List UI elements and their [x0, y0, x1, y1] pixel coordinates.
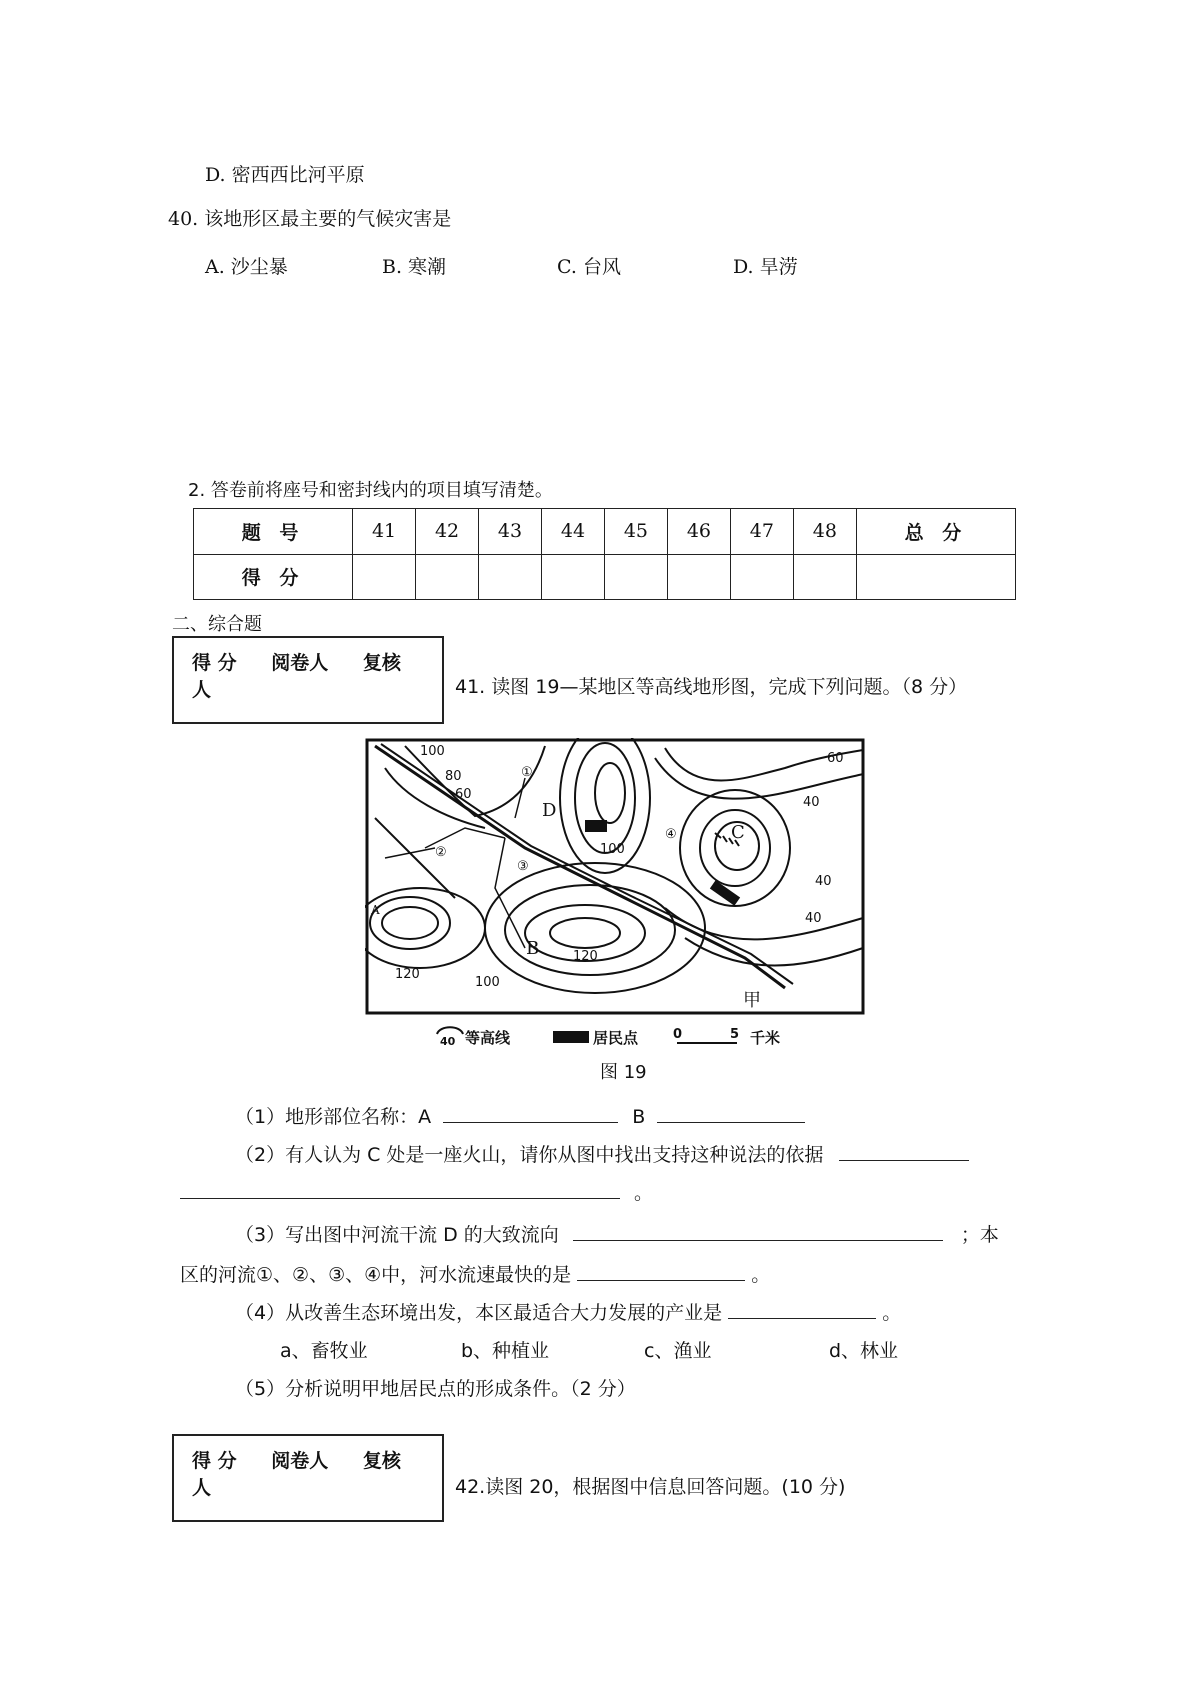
table-col-45: 45	[604, 509, 667, 555]
map-label-d: D	[542, 800, 557, 821]
answer-blank-b[interactable]	[657, 1102, 805, 1123]
map-label-jia: 甲	[743, 990, 761, 1011]
contour-label: 120	[573, 949, 598, 964]
contour-label: 40	[805, 911, 822, 926]
legend-scale-end: 5	[730, 1027, 740, 1042]
answer-blank-volcano-1[interactable]	[839, 1140, 969, 1161]
settlement-mark	[585, 820, 607, 832]
option-c[interactable]: c、渔业	[644, 1340, 712, 1362]
q41-sub2	[235, 1140, 969, 1167]
table-col-47: 47	[730, 509, 793, 555]
q41-sub4-text: （4）从改善生态环境出发，本区最适合大力发展的产业是	[235, 1302, 723, 1324]
scorer-label-checker: 复核人	[192, 652, 401, 701]
contour-label: 60	[455, 787, 472, 802]
answer-blank-industry[interactable]	[728, 1298, 876, 1319]
table-col-41: 41	[353, 509, 416, 555]
score-cell-46[interactable]	[667, 554, 730, 600]
legend-settlement-symbol	[553, 1031, 589, 1043]
q41-sub2-end: 。	[634, 1182, 654, 1204]
q41-sub2-line2	[180, 1178, 653, 1205]
q41-sub1-b-label: B	[632, 1106, 646, 1128]
score-cell-45[interactable]	[604, 554, 667, 600]
contour-map	[365, 738, 865, 1050]
option-d[interactable]: d、林业	[829, 1340, 899, 1362]
answer-blank-direction[interactable]	[573, 1220, 943, 1241]
answer-blank-a[interactable]	[443, 1102, 618, 1123]
option-a[interactable]: a、畜牧业	[280, 1340, 368, 1362]
score-cell-43[interactable]	[479, 554, 542, 600]
contour-label: 100	[420, 744, 445, 759]
score-cell-44[interactable]	[541, 554, 604, 600]
score-table	[193, 508, 1016, 600]
scorer-label-checker: 复核人	[192, 1450, 401, 1499]
map-label-c: C	[731, 822, 745, 843]
scorer-box-42	[172, 1434, 444, 1522]
q41-sub3b-end: 。	[751, 1264, 771, 1286]
contour-label: 40	[815, 874, 832, 889]
river-label-2: ②	[435, 845, 447, 860]
legend-contour-text: 等高线	[465, 1029, 511, 1047]
legend-contour-value: 40	[440, 1035, 456, 1048]
scorer-label-score: 得 分	[192, 652, 237, 674]
table-col-43: 43	[479, 509, 542, 555]
map-label-a: A	[371, 903, 380, 917]
legend-scale-unit: 千米	[750, 1029, 781, 1047]
score-cell-41[interactable]	[353, 554, 416, 600]
score-cell-total[interactable]	[856, 554, 1015, 600]
contour-label: 100	[600, 842, 625, 857]
q41-sub3b	[180, 1260, 770, 1287]
section-title: 二、综合题	[172, 614, 262, 635]
q41-sub4-options	[280, 1336, 920, 1362]
table-col-42: 42	[416, 509, 479, 555]
q41-sub4-end: 。	[882, 1302, 902, 1324]
contour-label: 100	[475, 975, 500, 990]
q40-option-c: C. 台风	[557, 256, 621, 278]
q40-option-d: D. 旱涝	[733, 256, 798, 278]
legend-contour-symbol	[437, 1027, 463, 1034]
q41-sub2-text: （2）有人认为 C 处是一座火山，请你从图中找出支持这种说法的依据	[235, 1144, 824, 1166]
q40-stem: 40. 该地形区最主要的气候灾害是	[168, 208, 452, 230]
scorer-label-score: 得 分	[192, 1450, 237, 1472]
legend-settlement-text: 居民点	[593, 1029, 639, 1047]
answer-blank-volcano-2[interactable]	[180, 1178, 620, 1199]
q41-stem: 41. 读图 19—某地区等高线地形图，完成下列问题。（8 分）	[455, 676, 968, 698]
answer-blank-fastest[interactable]	[577, 1260, 745, 1281]
q41-sub3a	[235, 1220, 999, 1247]
scorer-label-reviewer: 阅卷人	[271, 652, 329, 674]
q41-sub3a-end: ；本	[960, 1224, 999, 1246]
table-col-48: 48	[793, 509, 856, 555]
contour-label: 80	[445, 769, 462, 784]
q41-sub3a-text: （3）写出图中河流干流 D 的大致流向	[235, 1224, 559, 1246]
q41-sub1	[235, 1102, 805, 1129]
table-header-label: 题 号	[194, 509, 353, 555]
q41-sub5: （5）分析说明甲地居民点的形成条件。（2 分）	[235, 1378, 636, 1400]
map-frame	[367, 740, 863, 1013]
q41-sub4	[235, 1298, 901, 1325]
table-col-44: 44	[541, 509, 604, 555]
river-label-1: ①	[521, 765, 533, 780]
table-total-label: 总 分	[856, 509, 1015, 555]
score-cell-47[interactable]	[730, 554, 793, 600]
table-score-label: 得 分	[194, 554, 353, 600]
q41-sub1-text: （1）地形部位名称：A	[235, 1106, 432, 1128]
scorer-box-41	[172, 636, 444, 724]
scorer-label-reviewer: 阅卷人	[271, 1450, 329, 1472]
contour-label: 40	[803, 795, 820, 810]
q42-stem: 42.读图 20，根据图中信息回答问题。(10 分)	[455, 1476, 846, 1498]
river-label-4: ④	[665, 827, 677, 842]
instruction-text: 2. 答卷前将座号和密封线内的项目填写清楚。	[188, 480, 553, 501]
legend-scale-start: 0	[673, 1027, 683, 1042]
option-b[interactable]: b、种植业	[461, 1340, 550, 1362]
river-label-3: ③	[517, 859, 529, 874]
map-label-b: B	[526, 938, 540, 959]
q41-sub3b-text: 区的河流①、②、③、④中，河水流速最快的是	[180, 1264, 572, 1286]
q40-option-b: B. 寒潮	[382, 256, 447, 278]
table-col-46: 46	[667, 509, 730, 555]
contour-label: 60	[827, 751, 844, 766]
q40-option-a: A. 沙尘暴	[205, 256, 288, 278]
score-cell-42[interactable]	[416, 554, 479, 600]
score-cell-48[interactable]	[793, 554, 856, 600]
q39-option-d: D. 密西西比河平原	[205, 164, 365, 186]
figure-caption: 图 19	[600, 1062, 647, 1083]
contour-label: 120	[395, 967, 420, 982]
